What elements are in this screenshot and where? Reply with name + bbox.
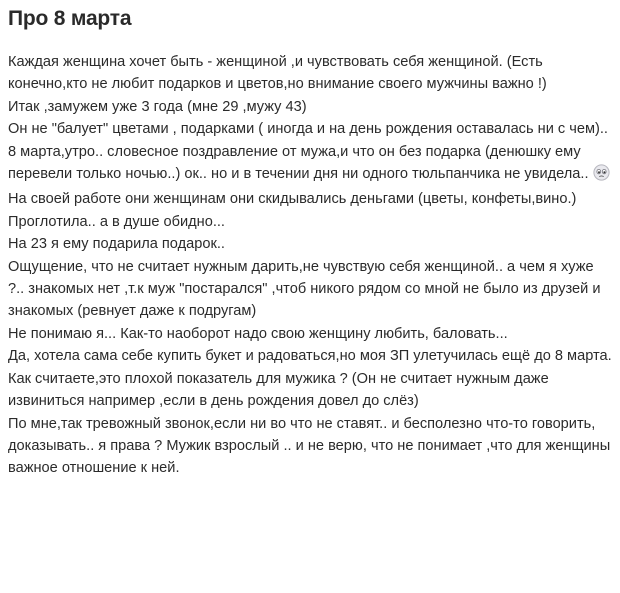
post: [8, 6, 612, 480]
paragraph: Каждая женщина хочет быть - женщиной ,и чувствовать себя женщиной. (Есть конечно,кто не любит подарков и цветов,но внимание своего мужчины важно !): [8, 54, 547, 93]
paragraph: На 23 я ему подарила подарок..: [8, 236, 225, 253]
sad-face-emoji-icon: [593, 164, 610, 188]
paragraph: [8, 141, 612, 189]
paragraph: Не понимаю я... Как-то наоборот надо свою женщину любить, баловать...: [8, 325, 508, 342]
paragraph: Ощущение, что не считает нужным дарить,не чувствую себя женщиной.. а чем я хуже ?.. знакомых нет ,т.к муж "постарался" ,чтоб никого рядом со мной не было из друзей и знакомых (ревнует даже к подругам): [8, 258, 601, 320]
paragraph: Итак ,замужем уже 3 года (мне 29 ,мужу 43): [8, 98, 307, 115]
paragraph: Как считаете,это плохой показатель для мужика ? (Он не считает нужным даже извиниться например ,если в день рождения довел до слёз): [8, 370, 549, 410]
paragraph-text: 8 марта,утро.. словесное поздравление от мужа,и что он без подарка (денюшку ему перевели только ночью..) ок.. но и в течении дня ни одного тюльпанчика не увидела..: [8, 143, 589, 183]
paragraph: Проглотила.. а в душе обидно...: [8, 213, 225, 230]
paragraph: Да, хотела сама себе купить букет и радоваться,но моя ЗП улетучилась ещё до 8 марта.: [8, 348, 612, 365]
post-title: Про 8 марта: [8, 7, 132, 30]
paragraph: По мне,так тревожный звонок,если ни во что не ставят.. и бесполезно что-то говорить, доказывать.. я права ? Мужик взрослый .. и не верю, что не понимает ,что для женщины важное отношение к ней.: [8, 415, 611, 477]
paragraph: Он не "балует" цветами , подарками ( иногда и на день рождения оставалась ни с чем)..: [8, 121, 608, 138]
paragraph: На своей работе они женщинам они скидывались деньгами (цветы, конфеты,вино.): [8, 191, 577, 208]
post-body: [8, 51, 612, 480]
